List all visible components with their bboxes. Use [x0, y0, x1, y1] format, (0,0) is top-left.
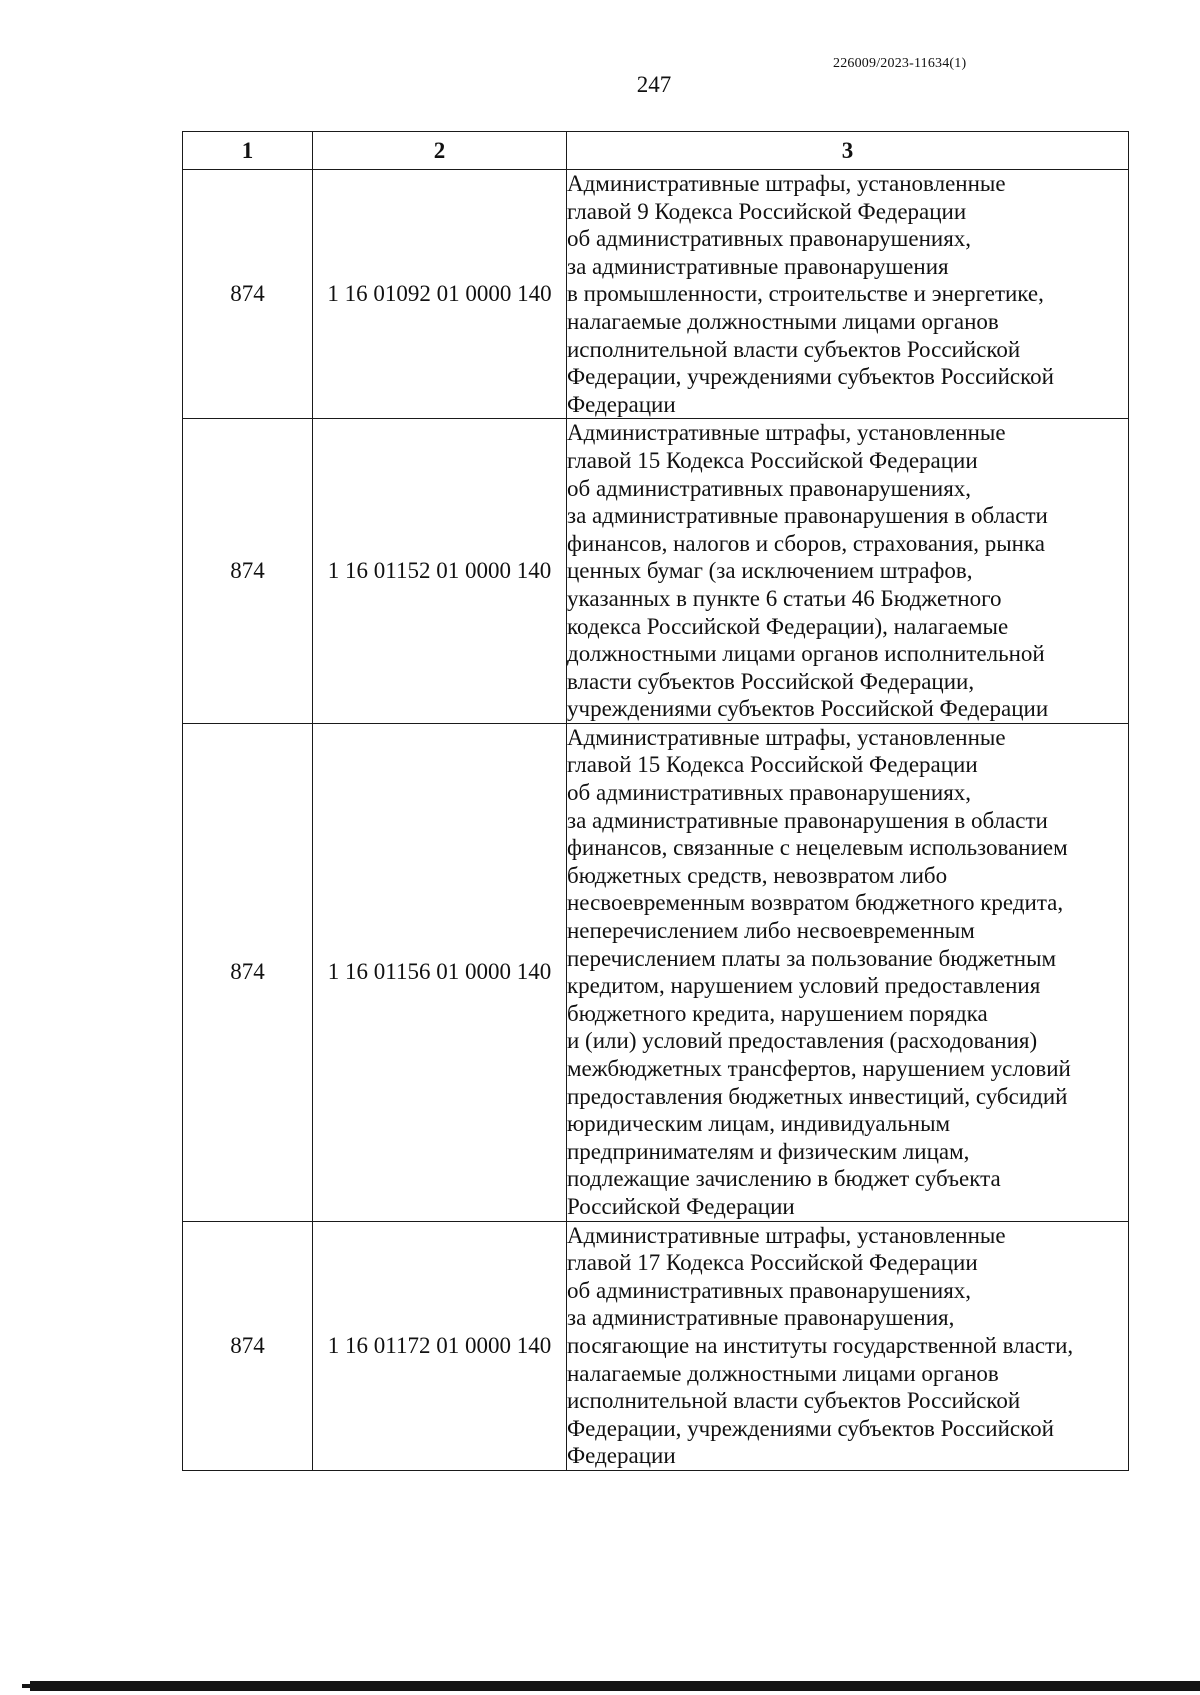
- description-line: несвоевременным возвратом бюджетного кредита,: [567, 890, 1064, 916]
- description-line: предоставления бюджетных инвестиций, субсидий: [567, 1083, 1068, 1109]
- budget-classification-code-cell: 1 16 01152 01 0000 140: [313, 419, 567, 724]
- table-row: [183, 170, 1129, 419]
- description-line: Федерации, учреждениями субъектов Российской: [567, 364, 1054, 390]
- budget-classification-code-cell: 1 16 01092 01 0000 140: [313, 170, 567, 419]
- description-line: кредитом, нарушением условий предоставления: [567, 973, 1041, 999]
- page-number: 247: [636, 72, 672, 97]
- description-line: главой 9 Кодекса Российской Федерации: [567, 198, 967, 224]
- description-line: межбюджетных трансфертов, нарушением условий: [567, 1056, 1071, 1081]
- description-line: бюджетных средств, невозвратом либо: [567, 862, 948, 888]
- description-line: налагаемые должностными лицами органов: [567, 308, 999, 334]
- description-line: исполнительной власти субъектов Российской: [567, 1388, 1021, 1414]
- budget-classification-code-cell: 1 16 01156 01 0000 140: [313, 723, 567, 1221]
- description-line: бюджетного кредита, нарушением порядка: [567, 1000, 988, 1026]
- description-line: Административные штрафы, установленные: [567, 420, 1006, 446]
- table-row: [183, 1221, 1129, 1470]
- administrator-code-cell: 874: [183, 170, 313, 419]
- description-line: указанных в пункте 6 статьи 46 Бюджетного: [567, 585, 1002, 611]
- administrator-code-cell: 874: [183, 1221, 313, 1470]
- description-cell: [567, 419, 1129, 724]
- column-header-1: 1: [183, 132, 313, 170]
- table-body: [183, 170, 1129, 1471]
- administrator-code-cell: 874: [183, 419, 313, 724]
- description-line: неперечислением либо несвоевременным: [567, 918, 975, 944]
- description-line: Административные штрафы, установленные: [567, 171, 1006, 196]
- description-line: за административные правонарушения,: [567, 1305, 955, 1331]
- description-line: об административных правонарушениях,: [567, 780, 972, 806]
- revenue-codes-table: [182, 131, 1129, 1471]
- description-line: об административных правонарушениях,: [567, 475, 972, 501]
- description-line: Федерации: [567, 1443, 676, 1469]
- description-line: юридическим лицам, индивидуальным: [567, 1111, 951, 1137]
- description-line: налагаемые должностными лицами органов: [567, 1360, 999, 1386]
- description-line: главой 15 Кодекса Российской Федерации: [567, 752, 978, 778]
- description-line: финансов, связанные с нецелевым использованием: [567, 835, 1068, 861]
- description-line: Федерации, учреждениями субъектов Российской: [567, 1415, 1054, 1441]
- description-line: перечислением платы за пользование бюджетным: [567, 945, 1057, 971]
- description-line: исполнительной власти субъектов Российской: [567, 336, 1021, 362]
- table-row: [183, 723, 1129, 1221]
- description-line: Российской Федерации: [567, 1193, 795, 1219]
- table-header: [183, 132, 1129, 170]
- description-line: главой 15 Кодекса Российской Федерации: [567, 447, 978, 473]
- description-line: и (или) условий предоставления (расходования): [567, 1028, 1038, 1054]
- description-line: учреждениями субъектов Российской Федерации: [567, 696, 1049, 722]
- description-line: Административные штрафы, установленные: [567, 724, 1006, 750]
- description-line: финансов, налогов и сборов, страхования, рынка: [567, 530, 1046, 556]
- description-line: власти субъектов Российской Федерации,: [567, 668, 975, 694]
- description-cell: [567, 170, 1129, 419]
- budget-classification-code-cell: 1 16 01172 01 0000 140: [313, 1221, 567, 1470]
- description-line: в промышленности, строительстве и энергетике,: [567, 281, 1044, 307]
- description-line: за административные правонарушения: [567, 253, 949, 279]
- column-header-3: 3: [567, 132, 1129, 170]
- description-line: должностными лицами органов исполнительной: [567, 641, 1045, 667]
- description-line: главой 17 Кодекса Российской Федерации: [567, 1250, 978, 1276]
- table-header-row: [183, 132, 1129, 170]
- column-header-2: 2: [313, 132, 567, 170]
- description-line: об административных правонарушениях,: [567, 1277, 972, 1303]
- scan-bottom-edge: [30, 1681, 1200, 1691]
- description-cell: [567, 723, 1129, 1221]
- description-line: кодекса Российской Федерации), налагаемые: [567, 613, 1009, 639]
- description-line: Федерации: [567, 391, 676, 417]
- document-registration-number: 226009/2023-11634(1): [833, 56, 967, 71]
- description-line: подлежащие зачислению в бюджет субъекта: [567, 1166, 1001, 1192]
- description-line: за административные правонарушения в области: [567, 807, 1048, 833]
- scan-bottom-edge-tip: [22, 1684, 42, 1688]
- description-line: посягающие на институты государственной власти,: [567, 1332, 1074, 1358]
- description-cell: [567, 1221, 1129, 1470]
- description-line: Административные штрафы, установленные: [567, 1222, 1006, 1248]
- administrator-code-cell: 874: [183, 723, 313, 1221]
- description-line: об административных правонарушениях,: [567, 226, 972, 252]
- description-line: предпринимателям и физическим лицам,: [567, 1138, 970, 1164]
- table-row: [183, 419, 1129, 724]
- description-line: за административные правонарушения в области: [567, 503, 1048, 529]
- description-line: ценных бумаг (за исключением штрафов,: [567, 558, 973, 584]
